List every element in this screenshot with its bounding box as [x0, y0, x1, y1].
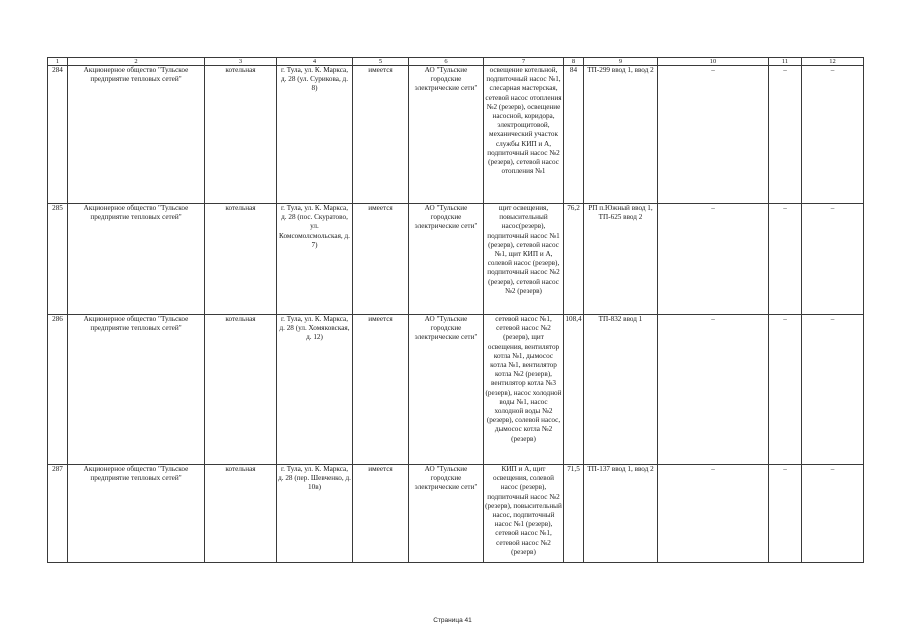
column-number: 6 — [409, 58, 484, 66]
col11-cell: – — [769, 315, 802, 465]
row-number: 286 — [48, 315, 68, 465]
column-number: 5 — [353, 58, 409, 66]
table-row — [48, 204, 864, 315]
equipment-cell: сетевой насос №1, сетевой насос №2 (резерв), щит освещения, вентилятор котла №1, дымосос котла №1, вентилятор котла №2 (резерв), вентилятор котла №3 (резерв), насос холодной воды №1, насос холодной воды №2 (резерв), солевой насос, дымосос котла №2 (резерв) — [484, 315, 564, 465]
page-number: Страница 41 — [433, 617, 472, 624]
column-number: 9 — [584, 58, 658, 66]
object-cell: котельная — [205, 465, 277, 563]
column-number: 3 — [205, 58, 277, 66]
col11-cell: – — [769, 204, 802, 315]
owner-cell: Акционерное общество "Тульское предприятие тепловых сетей" — [68, 465, 205, 563]
address-cell: г. Тула, ул. К. Маркса, д. 28 (ул. Сурикова, д. 8) — [277, 66, 353, 204]
supplier-cell: АО "Тульские городские электрические сети" — [409, 204, 484, 315]
object-cell: котельная — [205, 315, 277, 465]
col10-cell: – — [658, 465, 769, 563]
feed-cell: ТП-832 ввод 1 — [584, 315, 658, 465]
col11-cell: – — [769, 465, 802, 563]
table-row — [48, 315, 864, 465]
column-number: 1 — [48, 58, 68, 66]
status-cell: имеется — [353, 315, 409, 465]
column-number: 8 — [564, 58, 584, 66]
col12-cell: – — [802, 204, 864, 315]
row-number: 285 — [48, 204, 68, 315]
supplier-cell: АО "Тульские городские электрические сети" — [409, 465, 484, 563]
column-number: 4 — [277, 58, 353, 66]
power-cell: 108,4 — [564, 315, 584, 465]
table-row — [48, 66, 864, 204]
column-number: 2 — [68, 58, 205, 66]
supplier-cell: АО "Тульские городские электрические сети" — [409, 66, 484, 204]
feed-cell: РП п.Южный ввод 1, ТП-625 ввод 2 — [584, 204, 658, 315]
power-cell: 71,5 — [564, 465, 584, 563]
column-number-row — [48, 58, 864, 66]
supplier-cell: АО "Тульские городские электрические сети" — [409, 315, 484, 465]
column-number: 12 — [802, 58, 864, 66]
table-row — [48, 465, 864, 563]
object-cell: котельная — [205, 204, 277, 315]
status-cell: имеется — [353, 465, 409, 563]
equipment-cell: КИП и А, щит освещения, солевой насос (резерв), подпиточный насос №2 (резерв), повысительный насос, подпиточный насос №1 (резерв), сетевой насос №1, сетевой насос №2 (резерв) — [484, 465, 564, 563]
object-cell: котельная — [205, 66, 277, 204]
address-cell: г. Тула, ул. К. Маркса, д. 28 (пер. Шевченко, д. 10в) — [277, 465, 353, 563]
col12-cell: – — [802, 66, 864, 204]
column-number: 7 — [484, 58, 564, 66]
col11-cell: – — [769, 66, 802, 204]
col10-cell: – — [658, 204, 769, 315]
owner-cell: Акционерное общество "Тульское предприятие тепловых сетей" — [68, 204, 205, 315]
status-cell: имеется — [353, 204, 409, 315]
equipment-cell: освещение котельной, подпиточный насос №1, слесарная мастерская, сетевой насос отопления №2 (резерв), освещение насосной, коридора, электрощитовой, механический участок службы КИП и А, подпиточный насос №2 (резерв), сетевой насос отопления №1 — [484, 66, 564, 204]
owner-cell: Акционерное общество "Тульское предприятие тепловых сетей" — [68, 66, 205, 204]
row-number: 287 — [48, 465, 68, 563]
status-cell: имеется — [353, 66, 409, 204]
owner-cell: Акционерное общество "Тульское предприятие тепловых сетей" — [68, 315, 205, 465]
power-cell: 76,2 — [564, 204, 584, 315]
feed-cell: ТП-137 ввод 1, ввод 2 — [584, 465, 658, 563]
row-number: 284 — [48, 66, 68, 204]
feed-cell: ТП-299 ввод 1, ввод 2 — [584, 66, 658, 204]
col10-cell: – — [658, 315, 769, 465]
column-number: 11 — [769, 58, 802, 66]
address-cell: г. Тула, ул. К. Маркса, д. 28 (ул. Хомяковская, д. 12) — [277, 315, 353, 465]
col12-cell: – — [802, 465, 864, 563]
col12-cell: – — [802, 315, 864, 465]
col10-cell: – — [658, 66, 769, 204]
column-number: 10 — [658, 58, 769, 66]
equipment-cell: щит освещения, повысительный насос(резерв), подпиточный насос №1 (резерв), сетевой насос №1, щит КИП и А, солевой насос (резерв), подпиточный насос №2 (резерв), сетевой насос №2 (резерв) — [484, 204, 564, 315]
registry-table — [47, 57, 864, 563]
power-cell: 84 — [564, 66, 584, 204]
address-cell: г. Тула, ул. К. Маркса, д. 28 (пос. Скуратово, ул. Комсомолсмольская, д. 7) — [277, 204, 353, 315]
